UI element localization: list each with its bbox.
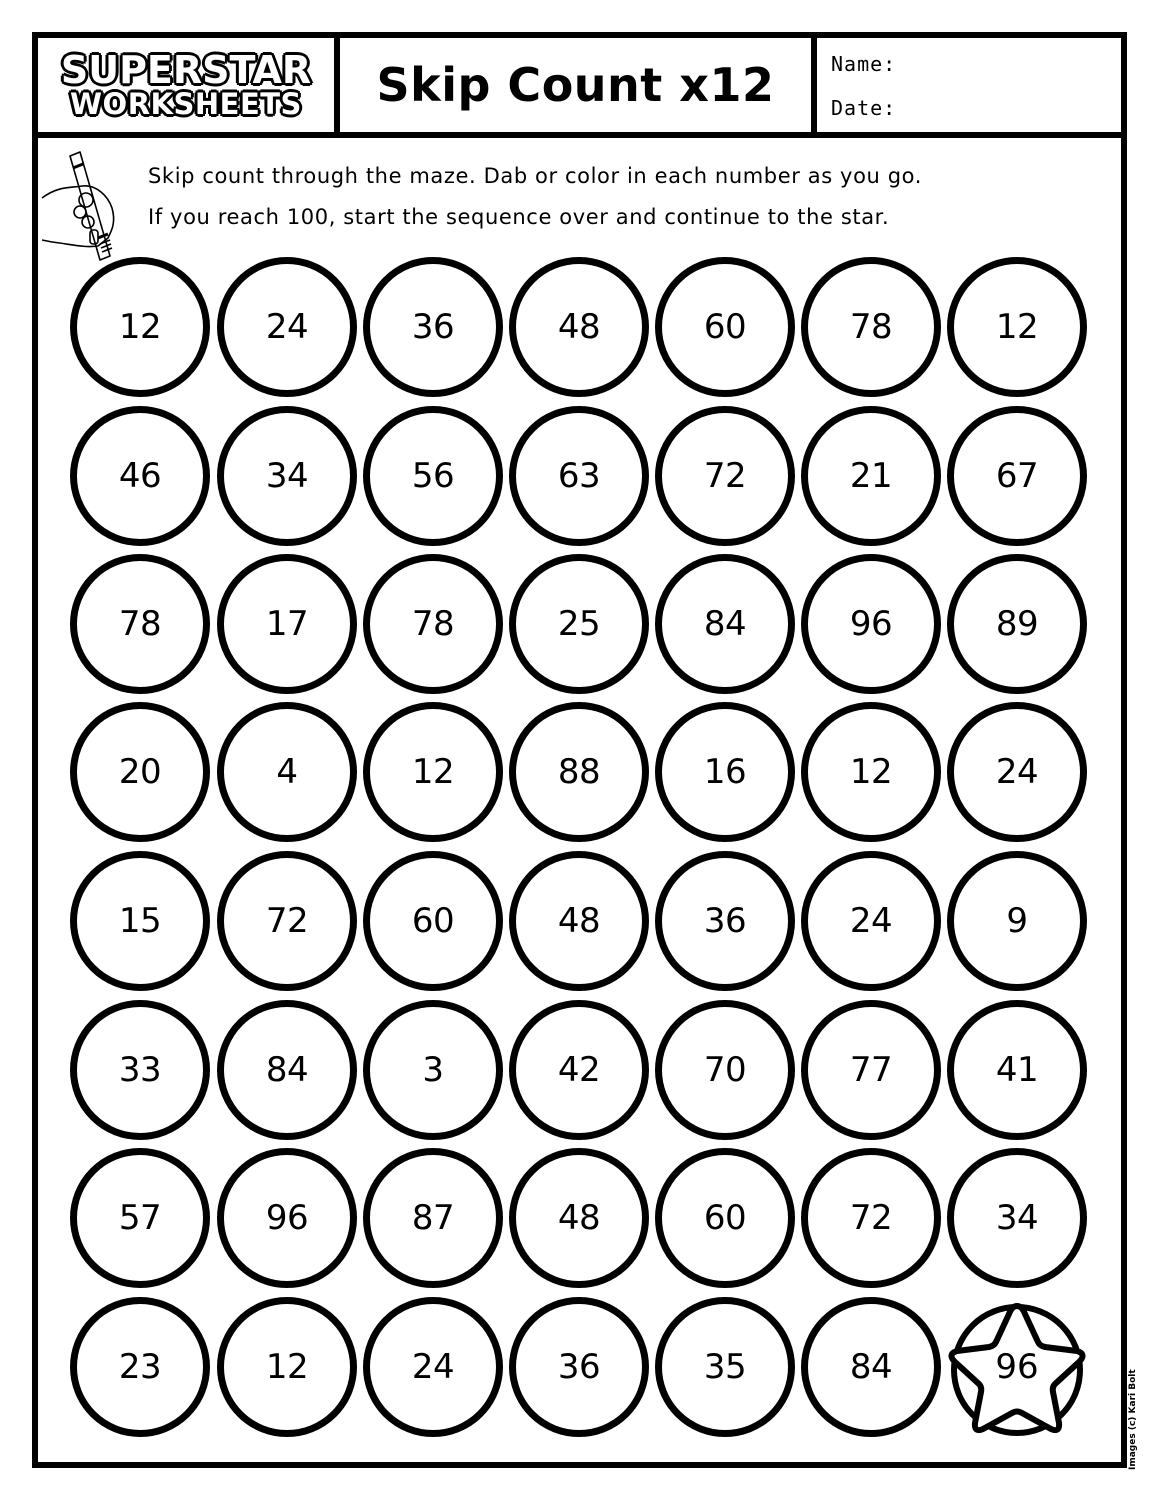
cell-number: 60 <box>703 307 747 347</box>
cell-number: 12 <box>118 307 162 347</box>
cell-number: 42 <box>557 1050 601 1090</box>
cell-number: 24 <box>995 752 1039 792</box>
cell-number: 24 <box>849 901 893 941</box>
cell-number: 12 <box>849 752 893 792</box>
maze-finish-star[interactable] <box>942 1292 1092 1442</box>
maze-cell[interactable] <box>363 851 503 991</box>
maze-cell[interactable] <box>509 702 649 842</box>
instruction-line-2: If you reach 100, start the sequence over and continue to the star. <box>148 205 890 229</box>
maze-cell[interactable] <box>509 851 649 991</box>
cell-number: 56 <box>411 456 455 496</box>
instruction-line-1: Skip count through the maze. Dab or color in each number as you go. <box>148 164 922 188</box>
maze-cell[interactable] <box>801 1148 941 1288</box>
cell-number: 23 <box>118 1347 162 1387</box>
cell-number: 84 <box>265 1050 309 1090</box>
cell-number: 33 <box>118 1050 162 1090</box>
cell-number: 72 <box>703 456 747 496</box>
maze-cell[interactable] <box>363 702 503 842</box>
cell-number: 35 <box>703 1347 747 1387</box>
cell-number: 9 <box>1006 901 1028 941</box>
maze-cell[interactable] <box>70 851 210 991</box>
cell-number: 60 <box>703 1198 747 1238</box>
maze-cell[interactable] <box>655 1000 795 1140</box>
maze-cell[interactable] <box>70 1297 210 1437</box>
maze-cell[interactable] <box>947 702 1087 842</box>
maze-cell[interactable] <box>509 554 649 694</box>
cell-number: 84 <box>849 1347 893 1387</box>
maze-cell[interactable] <box>655 702 795 842</box>
cell-number: 48 <box>557 901 601 941</box>
maze-cell[interactable] <box>217 406 357 546</box>
cell-number: 57 <box>118 1198 162 1238</box>
maze-cell[interactable] <box>363 1297 503 1437</box>
cell-number: 88 <box>557 752 601 792</box>
maze-cell[interactable] <box>947 406 1087 546</box>
maze-cell[interactable] <box>655 406 795 546</box>
cell-number: 78 <box>411 604 455 644</box>
cell-number: 21 <box>849 456 893 496</box>
maze-cell[interactable] <box>801 702 941 842</box>
cell-number: 96 <box>265 1198 309 1238</box>
cell-number: 24 <box>265 307 309 347</box>
maze-cell[interactable] <box>509 406 649 546</box>
cell-number: 96 <box>849 604 893 644</box>
maze-cell[interactable] <box>70 406 210 546</box>
cell-number: 12 <box>265 1347 309 1387</box>
cell-number: 78 <box>118 604 162 644</box>
name-field[interactable]: Name: <box>831 52 897 76</box>
cell-number: 15 <box>118 901 162 941</box>
maze-cell[interactable] <box>801 851 941 991</box>
maze-cell[interactable] <box>801 257 941 397</box>
maze-cell[interactable] <box>655 257 795 397</box>
cell-number: 84 <box>703 604 747 644</box>
cell-number: 67 <box>995 456 1039 496</box>
cell-number: 3 <box>422 1050 444 1090</box>
cell-number: 48 <box>557 307 601 347</box>
maze-cell[interactable] <box>70 554 210 694</box>
date-field[interactable]: Date: <box>831 96 897 120</box>
cell-number: 77 <box>849 1050 893 1090</box>
cell-number: 46 <box>118 456 162 496</box>
maze-cell[interactable] <box>655 554 795 694</box>
maze-cell[interactable] <box>509 257 649 397</box>
maze-cell[interactable] <box>655 1297 795 1437</box>
cell-number: 24 <box>411 1347 455 1387</box>
maze-cell[interactable] <box>363 406 503 546</box>
cell-number: 72 <box>265 901 309 941</box>
maze-cell[interactable] <box>363 554 503 694</box>
cell-number: 36 <box>703 901 747 941</box>
cell-number: 78 <box>849 307 893 347</box>
page-title: Skip Count x12 <box>376 58 775 112</box>
name-date-box <box>817 38 1121 132</box>
cell-number: 34 <box>995 1198 1039 1238</box>
maze-cell[interactable] <box>801 554 941 694</box>
cell-number: 12 <box>995 307 1039 347</box>
maze-cell[interactable] <box>217 554 357 694</box>
cell-number: 60 <box>411 901 455 941</box>
maze-cell[interactable] <box>70 702 210 842</box>
cell-number: 36 <box>557 1347 601 1387</box>
instructions <box>148 156 922 238</box>
cell-number: 48 <box>557 1198 601 1238</box>
maze-cell[interactable] <box>947 257 1087 397</box>
cell-number: 63 <box>557 456 601 496</box>
cell-number: 70 <box>703 1050 747 1090</box>
maze-cell[interactable] <box>217 1000 357 1140</box>
maze-cell[interactable] <box>363 257 503 397</box>
worksheet-header <box>38 38 1121 138</box>
cell-number: 17 <box>265 604 309 644</box>
maze-cell[interactable] <box>217 1148 357 1288</box>
image-credit: Images (c) Kari Bolt <box>1128 1369 1138 1470</box>
maze-cell[interactable] <box>363 1148 503 1288</box>
cell-number: 34 <box>265 456 309 496</box>
maze-cell[interactable] <box>70 257 210 397</box>
maze-cell[interactable] <box>801 1000 941 1140</box>
maze-cell[interactable] <box>801 406 941 546</box>
maze-cell[interactable] <box>655 851 795 991</box>
cell-number: 72 <box>849 1198 893 1238</box>
cell-number: 89 <box>995 604 1039 644</box>
maze-cell[interactable] <box>217 851 357 991</box>
cell-number: 16 <box>703 752 747 792</box>
maze-cell[interactable] <box>947 554 1087 694</box>
cell-number: 41 <box>995 1050 1039 1090</box>
maze-cell[interactable] <box>217 1297 357 1437</box>
maze-cell[interactable] <box>70 1148 210 1288</box>
logo-line-2: WORKSHEETS <box>70 87 302 121</box>
maze-cell[interactable] <box>509 1000 649 1140</box>
cell-number: 25 <box>557 604 601 644</box>
maze-cell[interactable] <box>947 1148 1087 1288</box>
logo <box>38 38 340 132</box>
maze-cell[interactable] <box>363 1000 503 1140</box>
maze-cell[interactable] <box>947 851 1087 991</box>
maze-cell[interactable] <box>217 702 357 842</box>
maze-cell[interactable] <box>801 1297 941 1437</box>
cell-number: 4 <box>276 752 298 792</box>
cell-number: 36 <box>411 307 455 347</box>
maze-cell[interactable] <box>217 257 357 397</box>
logo-line-1: SUPERSTAR <box>60 48 312 92</box>
title-box <box>340 38 817 132</box>
cell-number: 87 <box>411 1198 455 1238</box>
maze-cell[interactable] <box>947 1000 1087 1140</box>
maze-cell[interactable] <box>509 1297 649 1437</box>
cell-number: 12 <box>411 752 455 792</box>
cell-number: 20 <box>118 752 162 792</box>
cell-number: 96 <box>995 1347 1039 1387</box>
maze-cell[interactable] <box>509 1148 649 1288</box>
maze-cell[interactable] <box>70 1000 210 1140</box>
maze-cell[interactable] <box>655 1148 795 1288</box>
